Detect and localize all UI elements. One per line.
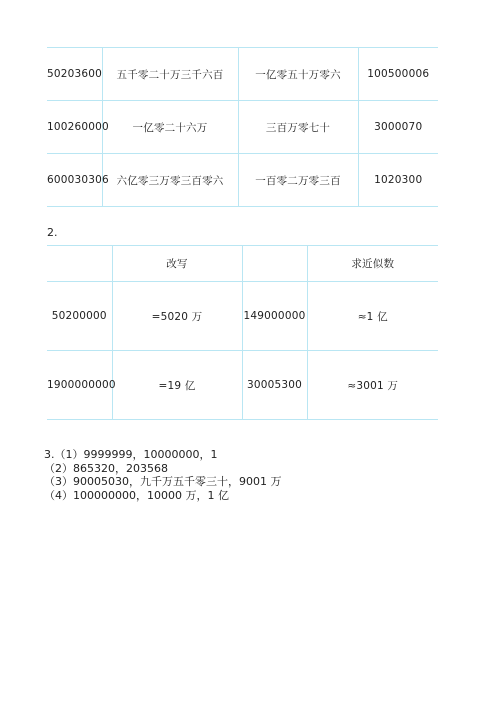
table-header-cell: 求近似数 [307, 246, 438, 282]
table-cell: =19 亿 [112, 351, 242, 420]
answer-line: （4）100000000，10000 万，1 亿 [44, 488, 229, 502]
answer-line: （3）90005030，九千万五千零三十，9001 万 [44, 475, 282, 488]
table-row [47, 48, 438, 101]
number-conversion-table-1 [47, 47, 438, 207]
table-cell: 六亿零三万零三百零六 [102, 154, 238, 207]
table-cell: 30005300 [242, 351, 307, 420]
table-row [47, 282, 438, 351]
table-cell: 1020300 [358, 154, 438, 207]
table-cell: 五千零二十万三千六百 [102, 48, 238, 101]
table-row [47, 154, 438, 207]
table-cell: 50200000 [47, 282, 112, 351]
table-header-row [47, 246, 438, 282]
answer-line: 3.（1）9999999，10000000，1 [44, 448, 218, 461]
table-cell: 100500006 [358, 48, 438, 101]
table-cell: 50203600 [47, 48, 102, 101]
table-cell: 600030306 [47, 154, 102, 207]
table-header-cell [47, 246, 112, 282]
table-cell: ≈1 亿 [307, 282, 438, 351]
table-cell: =5020 万 [112, 282, 242, 351]
table-cell: 149000000 [242, 282, 307, 351]
table-cell: 100260000 [47, 101, 102, 154]
table-cell: 一百零二万零三百 [238, 154, 358, 207]
table-cell: 3000070 [358, 101, 438, 154]
table-header-cell [242, 246, 307, 282]
table-cell: 一亿零五十万零六 [238, 48, 358, 101]
section-2-label: 2. [47, 226, 58, 239]
answers-section-3 [44, 448, 281, 502]
table-row [47, 351, 438, 420]
rewrite-approximation-table [47, 245, 438, 420]
table-row [47, 101, 438, 154]
answer-line: （2）865320，203568 [44, 461, 168, 475]
table-cell: 1900000000 [47, 351, 112, 420]
table-cell: 一亿零二十六万 [102, 101, 238, 154]
table-cell: 三百万零七十 [238, 101, 358, 154]
table-cell: ≈3001 万 [307, 351, 438, 420]
table-header-cell: 改写 [112, 246, 242, 282]
